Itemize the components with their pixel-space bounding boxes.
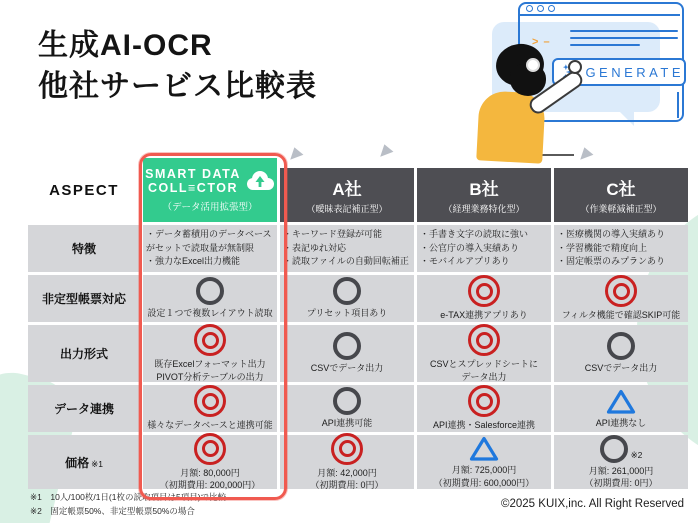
table-cell xyxy=(417,435,551,489)
person-hand xyxy=(568,60,582,74)
double-circle-inner xyxy=(613,283,630,300)
column-header-company-b xyxy=(417,168,551,222)
cell-text-line: プリセット項目あり xyxy=(306,308,388,319)
column-header-smart-data-collector xyxy=(143,158,277,222)
cell-text-line: API連携可能 xyxy=(321,418,373,429)
symbol-wrap xyxy=(196,277,224,305)
cell-text-line: e-TAX連携アプリあり xyxy=(440,310,528,321)
cell-text-line: CSVでデータ出力 xyxy=(310,363,384,374)
symbol-wrap xyxy=(194,433,226,465)
cell-text-line: API連携なし xyxy=(595,417,647,428)
symbol-footnote-ref: ※2 xyxy=(630,449,643,460)
column-header-company-c xyxy=(554,168,688,222)
cell-caption xyxy=(310,467,383,491)
row-label xyxy=(28,225,140,272)
generate-illustration xyxy=(470,0,698,162)
cell-text-line: 月額: 42,000円 xyxy=(317,467,377,478)
double-circle-icon xyxy=(194,324,226,356)
title-line-2: 他社サービス比較表 xyxy=(38,69,317,103)
symbol-wrap xyxy=(605,275,637,307)
table-cell xyxy=(143,325,277,382)
comparison-table xyxy=(28,158,688,489)
window-dot-icon xyxy=(548,5,555,12)
cell-text-line: がセットで読取量が無制限 xyxy=(146,242,255,253)
table-cell xyxy=(554,325,688,382)
cell-caption xyxy=(154,358,265,382)
circle-icon xyxy=(607,332,635,360)
double-circle-inner xyxy=(202,440,219,457)
title-line-1: 生成AI-OCR xyxy=(38,29,213,62)
table-cell xyxy=(143,435,277,489)
row-label xyxy=(28,435,140,489)
page-title xyxy=(38,26,317,107)
text-line-decoration xyxy=(570,30,678,32)
cell-caption xyxy=(307,307,388,319)
cell-text-line: フィルタ機能で確認SKIP可能 xyxy=(561,310,681,321)
double-circle-icon xyxy=(468,385,500,417)
double-circle-icon xyxy=(194,433,226,465)
cell-caption xyxy=(160,467,261,491)
symbol-wrap xyxy=(333,332,361,360)
cell-text-line: ・表記ゆれ対応 xyxy=(283,242,347,253)
double-circle-inner xyxy=(339,440,356,457)
table-cell xyxy=(554,275,688,322)
row-label xyxy=(28,275,140,322)
symbol-wrap xyxy=(469,435,499,462)
cell-caption xyxy=(433,419,535,431)
table-cell xyxy=(417,325,551,382)
column-header-company-a xyxy=(280,168,414,222)
symbol-wrap xyxy=(468,324,500,356)
row-label-text: データ連携 xyxy=(53,402,114,416)
symbol-wrap xyxy=(331,433,363,465)
cell-caption xyxy=(585,362,658,374)
table-cell xyxy=(280,325,414,382)
cell-text-line: 月額: 80,000円 xyxy=(180,467,240,478)
row-label-text: 出力形式 xyxy=(59,347,108,361)
cell-text-line: 既存Excelフォーマット出力 xyxy=(154,359,266,370)
cell-text-line: （初期費用: 200,000円） xyxy=(159,480,261,490)
cell-text-line: CSVでデータ出力 xyxy=(584,363,658,374)
cell-text-line: ・手書き文字の読取に強い xyxy=(420,228,529,239)
row-label-text: 価格 xyxy=(65,455,90,470)
footnote-2: ※2 固定帳票50%、非定型帳票50%の場合 xyxy=(30,506,195,517)
cell-caption xyxy=(562,309,680,321)
table-cell xyxy=(280,385,414,432)
triangle-icon xyxy=(469,435,499,462)
table-cell xyxy=(143,385,277,432)
cell-feature-list xyxy=(146,228,272,270)
double-circle-icon xyxy=(468,275,500,307)
cell-caption xyxy=(147,307,272,319)
window-dot-icon xyxy=(537,5,544,12)
cell-text-line: ・データ蓄積用のデータベース xyxy=(146,228,272,239)
cell-caption xyxy=(147,419,273,431)
company-c-name: C社 xyxy=(606,180,636,199)
symbol-wrap xyxy=(607,332,635,360)
cell-text-line: ・医療機関の導入実績あり xyxy=(557,228,666,239)
double-circle-icon xyxy=(194,385,226,417)
text-line-decoration xyxy=(570,37,678,39)
cell-feature-list xyxy=(283,228,409,270)
symbol-wrap xyxy=(333,277,361,305)
cloud-upload-icon xyxy=(245,170,275,192)
symbol-wrap xyxy=(468,385,500,417)
smart-name-line2: COLL≡CTOR xyxy=(147,181,238,195)
cell-text-line: ・公官庁の導入実績あり xyxy=(420,242,520,253)
prompt-glyph: > – xyxy=(532,36,551,48)
cell-text-line: 月額: 261,000円 xyxy=(588,465,654,476)
table-cell xyxy=(280,435,414,489)
row-label-footnote-ref: ※1 xyxy=(91,458,103,469)
cell-text-line: （初期費用: 0円） xyxy=(584,478,658,488)
cell-text-line: 月額: 725,000円 xyxy=(451,465,517,476)
cell-text-line: ・強力なExcel出力機能 xyxy=(146,256,241,267)
cell-caption xyxy=(430,358,538,382)
cell-feature-list xyxy=(557,228,665,270)
row-label-text: 特徴 xyxy=(71,242,96,256)
table-cell xyxy=(417,275,551,322)
cell-caption xyxy=(584,465,657,489)
cell-caption xyxy=(322,417,373,429)
window-dot-icon xyxy=(526,5,533,12)
double-circle-inner xyxy=(476,393,493,410)
cell-text-line: CSVとスプレッドシートに xyxy=(429,359,539,370)
table-cell xyxy=(417,385,551,432)
symbol-wrap xyxy=(333,387,361,415)
copyright: ©2025 KUIX,inc. All Right Reserved xyxy=(501,498,684,510)
symbol-wrap xyxy=(468,275,500,307)
table-cell xyxy=(417,225,551,272)
cell-text-line: ・学習機能で精度向上 xyxy=(557,242,648,253)
window-line-decoration xyxy=(677,92,679,118)
triangle-icon xyxy=(606,388,636,415)
text-line-decoration xyxy=(570,44,640,46)
circle-icon xyxy=(333,277,361,305)
circle-icon xyxy=(196,277,224,305)
cell-text-line: API連携・Salesforce連携 xyxy=(432,420,536,431)
double-circle-inner xyxy=(202,393,219,410)
table-cell xyxy=(143,225,277,272)
double-circle-icon xyxy=(468,324,500,356)
company-b-subtitle: （経理業務特化型） xyxy=(443,204,525,214)
symbol-wrap xyxy=(600,435,643,463)
table-cell xyxy=(554,385,688,432)
double-circle-inner xyxy=(476,283,493,300)
table-cell xyxy=(143,275,277,322)
cell-text-line: （初期費用: 600,000円） xyxy=(433,477,535,488)
cell-text-line: （初期費用: 0円） xyxy=(310,480,384,490)
symbol-wrap xyxy=(194,324,226,356)
cell-text-line: データ出力 xyxy=(461,371,507,382)
symbol-wrap xyxy=(194,385,226,417)
table-cell xyxy=(280,225,414,272)
company-b-name: B社 xyxy=(469,180,499,199)
cell-caption xyxy=(440,309,527,321)
footnotes xyxy=(30,490,226,518)
generate-label: GENERATE xyxy=(585,64,684,80)
double-circle-inner xyxy=(202,332,219,349)
cell-text-line: 設定１つで複数レイアウト読取 xyxy=(147,308,273,319)
circle-icon xyxy=(600,435,628,463)
company-c-subtitle: （作業軽減補正型） xyxy=(580,204,662,214)
person-glasses xyxy=(526,58,540,72)
row-label xyxy=(28,325,140,382)
table-cell xyxy=(554,435,688,489)
circle-icon xyxy=(333,332,361,360)
symbol-wrap xyxy=(606,388,636,415)
aspect-header: ASPECT xyxy=(49,181,119,199)
row-label xyxy=(28,385,140,432)
double-circle-inner xyxy=(476,332,493,349)
footnote-1: ※1 10人/100枚/1日(1枚の読取項目は5項目)で比較 xyxy=(30,492,227,502)
double-circle-icon xyxy=(331,433,363,465)
cell-caption xyxy=(596,417,647,429)
circle-icon xyxy=(333,387,361,415)
smart-name-line1: SMART DATA xyxy=(145,166,241,181)
cell-text-line: ・読取ファイルの自動回転補正 xyxy=(283,256,409,267)
table-cell xyxy=(554,225,688,272)
row-label-text: 非定型帳票対応 xyxy=(41,292,126,306)
cell-feature-list xyxy=(420,228,528,270)
cell-text-line: ・モバイルアプリあり xyxy=(420,256,510,267)
cell-text-line: ・キーワード登録が可能 xyxy=(283,228,383,239)
double-circle-icon xyxy=(605,275,637,307)
company-a-subtitle: （曖昧表記補正型） xyxy=(306,204,388,214)
cell-text-line: 様々なデータベースと連携可能 xyxy=(147,420,273,431)
smart-subtitle: （データ活用拡張型） xyxy=(162,202,258,214)
browser-titlebar xyxy=(518,2,680,16)
cell-caption xyxy=(434,464,535,488)
cell-text-line: ・固定帳票のみプランあり xyxy=(557,256,666,267)
table-cell xyxy=(280,275,414,322)
company-a-name: A社 xyxy=(332,180,362,199)
cursor-decoration-icon xyxy=(378,143,396,159)
cell-caption xyxy=(311,362,384,374)
cell-text-line: PIVOT分析テーブルの出力 xyxy=(156,371,264,382)
